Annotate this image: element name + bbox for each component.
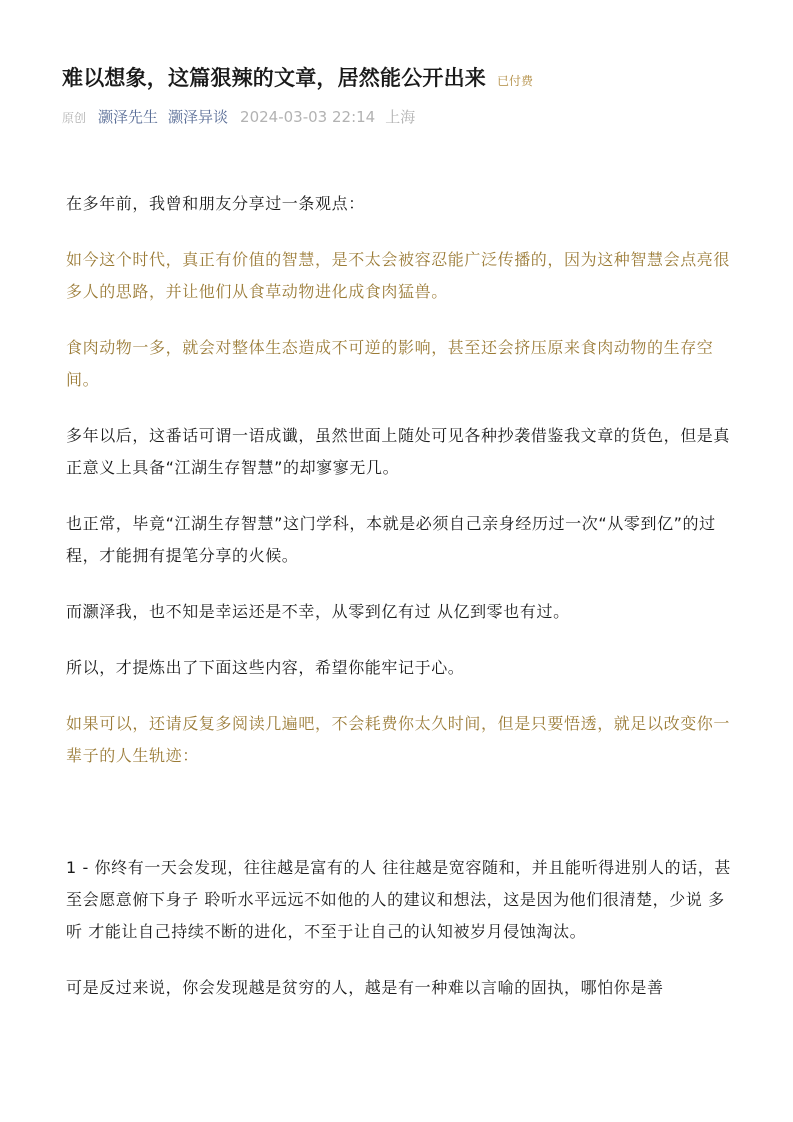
account-link[interactable]: 灏泽异谈 (168, 108, 229, 126)
title-row (62, 62, 752, 92)
article-meta (62, 106, 752, 127)
paragraph-1: 在多年前，我曾和朋友分享过一条观点： (66, 194, 365, 213)
article-title: 难以想象，这篇狠辣的文章，居然能公开出来 (62, 66, 486, 90)
paragraph-2: 如今这个时代，真正有价值的智慧，是不太会被容忍能广泛传播的，因为这种智慧会点亮很多人的思路，并让他们从食草动物进化成食肉猛兽。 (66, 250, 731, 301)
paragraph-5: 也正常，毕竟“江湖生存智慧”这门学科，本就是必须自己亲身经历过一次“从零到亿”的过程，才能拥有提笔分享的火候。 (66, 514, 716, 565)
section-spacer (66, 796, 734, 852)
paragraph-4: 多年以后，这番话可谓一语成谶，虽然世面上随处可见各种抄袭借鉴我文章的货色，但是真正意义上具备“江湖生存智慧”的却寥寥无几。 (66, 426, 731, 477)
author-link[interactable]: 灏泽先生 (98, 108, 159, 126)
paid-badge: 已付费 (497, 74, 534, 88)
paragraph-8: 如果可以，还请反复多阅读几遍吧，不会耗费你太久时间，但是只要悟透，就足以改变你一辈子的人生轨迹： (66, 714, 731, 765)
publish-time: 2024-03-03 22:14 (240, 108, 376, 126)
paragraph-7: 所以，才提炼出了下面这些内容，希望你能牢记于心。 (66, 658, 465, 677)
paragraph-3: 食肉动物一多，就会对整体生态造成不可逆的影响，甚至还会挤压原来食肉动物的生存空间。 (66, 338, 714, 389)
publish-location: 上海 (385, 108, 416, 126)
original-tag: 原创 (62, 111, 87, 125)
article-body (66, 188, 734, 1028)
paragraph-9: 1 - 你终有一天会发现，往往越是富有的人 往往越是宽容随和，并且能听得进别人的话，甚至会愿意俯下身子 聆听水平远远不如他的人的建议和想法，这是因为他们很清楚，少说 多听 才能让自己持续不断的进化，不至于让自己的认知被岁月侵蚀淘汰。 (66, 858, 732, 941)
paragraph-6: 而灏泽我，也不知是幸运还是不幸，从零到亿有过 从亿到零也有过。 (66, 602, 570, 621)
paragraph-10: 可是反过来说，你会发现越是贫穷的人，越是有一种难以言喻的固执，哪怕你是善 (66, 978, 664, 997)
article-header (62, 62, 752, 127)
